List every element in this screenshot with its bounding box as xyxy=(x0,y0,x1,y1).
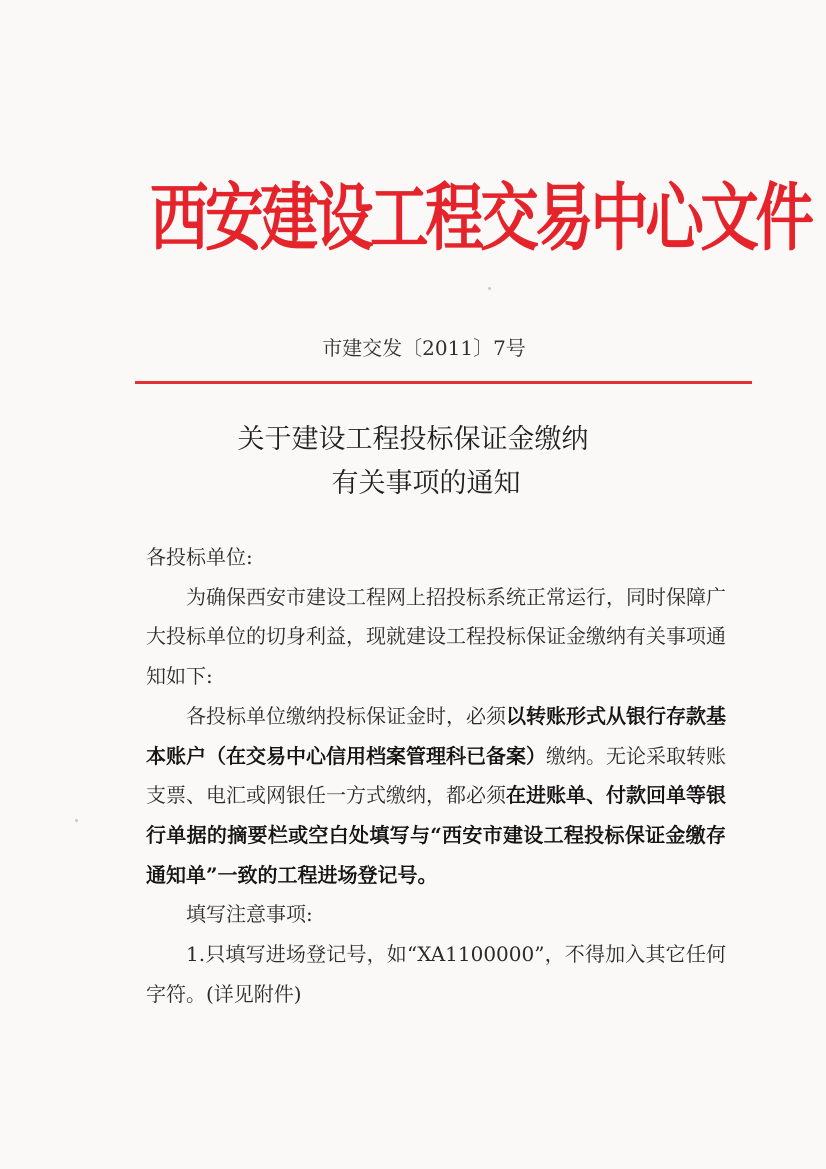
payment-method-emphasis: 以转账形式从银行存款基本账户（在交易中心信用档案管理科已备案） xyxy=(146,703,726,768)
note-item-1: 1.只填写进场登记号，如“XA1100000”，不得加入其它任何字符。(详见附件) xyxy=(146,942,726,1006)
red-masthead-title: 西安建设工程交易中心文件 xyxy=(150,174,811,262)
document-number: 市建交发〔2011〕7号 xyxy=(322,336,526,360)
notes-heading: 填写注意事项: xyxy=(186,902,313,927)
notice-title-line-2: 有关事项的通知 xyxy=(331,468,521,499)
scan-speck xyxy=(488,287,491,290)
red-separator-line xyxy=(135,381,752,384)
notice-title-line-1: 关于建设工程投标保证金缴纳 xyxy=(237,424,589,455)
payment-requirement-text-1: 各投标单位缴纳投标保证金时，必须 xyxy=(186,703,506,728)
payment-requirement-text-2: 缴纳。无论采取转账支票、电汇或网银任一方式缴纳，都必须 xyxy=(146,743,726,808)
salutation: 各投标单位: xyxy=(146,545,253,569)
scan-speck xyxy=(75,819,78,822)
paragraph-introduction: 为确保西安市建设工程网上招投标系统正常运行，同时保障广大投标单位的切身利益，现就建设工程投标保证金缴纳有关事项通知如下: xyxy=(146,584,726,689)
paragraph-payment-requirements xyxy=(146,697,726,896)
notice-title xyxy=(0,418,826,506)
notice-body xyxy=(146,538,726,1014)
registration-number-emphasis: 在进账单、付款回单等银行单据的摘要栏或空白处填写与“西安市建设工程投标保证金缴存通知单”一致的工程进场登记号。 xyxy=(146,783,726,887)
